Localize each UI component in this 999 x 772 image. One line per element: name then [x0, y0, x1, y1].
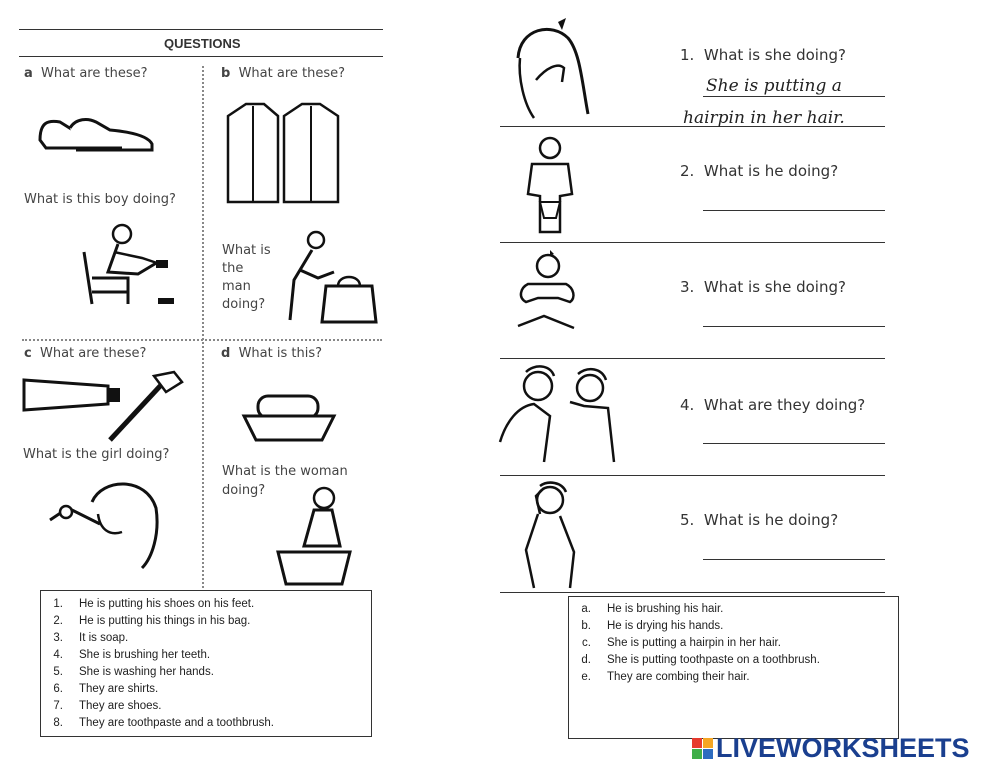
list-item: [569, 669, 898, 686]
question-5-text: What is he doing?: [703, 511, 839, 529]
option-text: They are toothpaste and a toothbrush.: [79, 717, 274, 729]
liveworksheets-mark-icon: [692, 738, 714, 760]
option-text: He is putting his shoes on his feet.: [79, 598, 255, 610]
right-divider-3: [500, 358, 885, 359]
toothpaste-toothbrush-illustration: [22, 370, 186, 442]
option-number: 6.: [53, 683, 63, 695]
right-divider-5: [500, 592, 885, 593]
option-text: She is putting a hairpin in her hair.: [607, 637, 781, 649]
questions-header: QUESTIONS: [164, 36, 241, 51]
option-text: They are shoes.: [79, 700, 162, 712]
woman-washing-hands-illustration: [276, 486, 352, 590]
list-item: [41, 613, 371, 630]
question-1-text: What is she doing?: [703, 46, 846, 64]
answer-5-input-line[interactable]: [703, 559, 885, 560]
option-text: They are shirts.: [79, 683, 159, 695]
question-4-text: What are they doing?: [703, 396, 866, 414]
option-text: He is drying his hands.: [607, 620, 724, 632]
answer-2-input-line[interactable]: [703, 210, 885, 211]
section-d-subquestion-line-2: doing?: [222, 483, 266, 498]
section-b-subquestion-line-4: doing?: [222, 297, 266, 312]
question-3-number: 3.: [680, 278, 695, 296]
question-5-number: 5.: [680, 511, 695, 529]
right-divider-2: [500, 242, 885, 243]
right-answer-options-box: [568, 596, 899, 739]
section-b-subquestion-line-2: the: [222, 261, 244, 276]
shirts-illustration: [222, 98, 344, 208]
section-b-subquestion-line-3: man: [222, 279, 251, 294]
right-answer-options-list: [569, 597, 898, 686]
woman-toothpaste-illustration: [514, 248, 580, 344]
option-letter: e.: [581, 671, 591, 683]
section-d-question: [221, 346, 322, 361]
section-a-question: [24, 66, 148, 81]
option-text: It is soap.: [79, 632, 129, 644]
girl-hairpin-illustration: [512, 18, 592, 120]
list-item: [569, 618, 898, 635]
section-b-subquestion-line-1: What is: [222, 243, 271, 258]
option-number: 2.: [53, 615, 63, 627]
horizontal-dotted-divider: [22, 339, 382, 341]
section-b-question: [221, 66, 345, 81]
answer-1-line-2: hairpin in her hair.: [683, 108, 845, 128]
answer-1-line-1: She is putting a: [706, 76, 842, 96]
left-answer-options-list: [41, 591, 371, 732]
option-letter: b.: [581, 620, 591, 632]
option-letter: c.: [582, 637, 591, 649]
list-item: [41, 681, 371, 698]
question-1-number: 1.: [680, 46, 695, 64]
option-letter: d.: [581, 654, 591, 666]
question-2-text: What is he doing?: [703, 162, 839, 180]
soap-illustration: [242, 392, 336, 448]
answer-1-underline-1: [703, 96, 885, 97]
people-combing-hair-illustration: [498, 362, 618, 466]
option-number: 8.: [53, 717, 63, 729]
list-item: [41, 630, 371, 647]
section-c-question: [24, 346, 146, 361]
liveworksheets-logo-text: LIVEWORKSHEETS: [716, 733, 970, 763]
option-number: 3.: [53, 632, 63, 644]
question-5: [680, 511, 838, 529]
questions-top-rule: [19, 29, 383, 30]
section-d-subquestion-line-1: What is the woman: [222, 464, 348, 479]
man-drying-hands-illustration: [524, 136, 580, 234]
answer-4-input-line[interactable]: [703, 443, 885, 444]
list-item: [41, 715, 371, 732]
question-1: [680, 46, 846, 64]
answer-3-input-line[interactable]: [703, 326, 885, 327]
vertical-dotted-divider: [202, 66, 204, 596]
list-item: [569, 652, 898, 669]
man-brushing-hair-illustration: [516, 480, 582, 590]
option-number: 5.: [53, 666, 63, 678]
shoes-illustration: [36, 110, 156, 156]
option-number: 4.: [53, 649, 63, 661]
section-b-question-text: What are these?: [238, 66, 346, 81]
section-b-subquestion: [222, 242, 271, 314]
list-item: [41, 596, 371, 613]
option-text: She is washing her hands.: [79, 666, 214, 678]
section-d-question-text: What is this?: [238, 346, 323, 361]
option-text: He is brushing his hair.: [607, 603, 724, 615]
option-text: She is brushing her teeth.: [79, 649, 211, 661]
question-2-number: 2.: [680, 162, 695, 180]
list-item: [569, 601, 898, 618]
section-d-letter: d: [221, 346, 231, 361]
girl-brushing-teeth-illustration: [48, 472, 170, 570]
question-3-text: What is she doing?: [703, 278, 846, 296]
option-text: She is putting toothpaste on a toothbrush.: [607, 654, 820, 666]
list-item: [41, 664, 371, 681]
option-text: He is putting his things in his bag.: [79, 615, 251, 627]
boy-putting-on-shoes-illustration: [80, 222, 180, 314]
left-answer-options-box: [40, 590, 372, 737]
option-number: 7.: [53, 700, 63, 712]
section-a-letter: a: [24, 66, 33, 81]
option-text: They are combing their hair.: [607, 671, 750, 683]
section-c-subquestion: What is the girl doing?: [23, 447, 170, 462]
section-c-letter: c: [24, 346, 32, 361]
question-3: [680, 278, 846, 296]
option-number: 1.: [53, 598, 63, 610]
section-b-letter: b: [221, 66, 231, 81]
right-divider-4: [500, 475, 885, 476]
question-4-number: 4.: [680, 396, 695, 414]
question-4: [680, 396, 865, 414]
section-a-question-text: What are these?: [41, 66, 148, 81]
question-2: [680, 162, 838, 180]
list-item: [569, 635, 898, 652]
section-c-question-text: What are these?: [39, 346, 147, 361]
list-item: [41, 647, 371, 664]
questions-bottom-rule: [19, 56, 383, 57]
list-item: [41, 698, 371, 715]
option-letter: a.: [581, 603, 591, 615]
man-packing-bag-illustration: [282, 230, 382, 326]
section-a-subquestion: What is this boy doing?: [24, 192, 176, 207]
